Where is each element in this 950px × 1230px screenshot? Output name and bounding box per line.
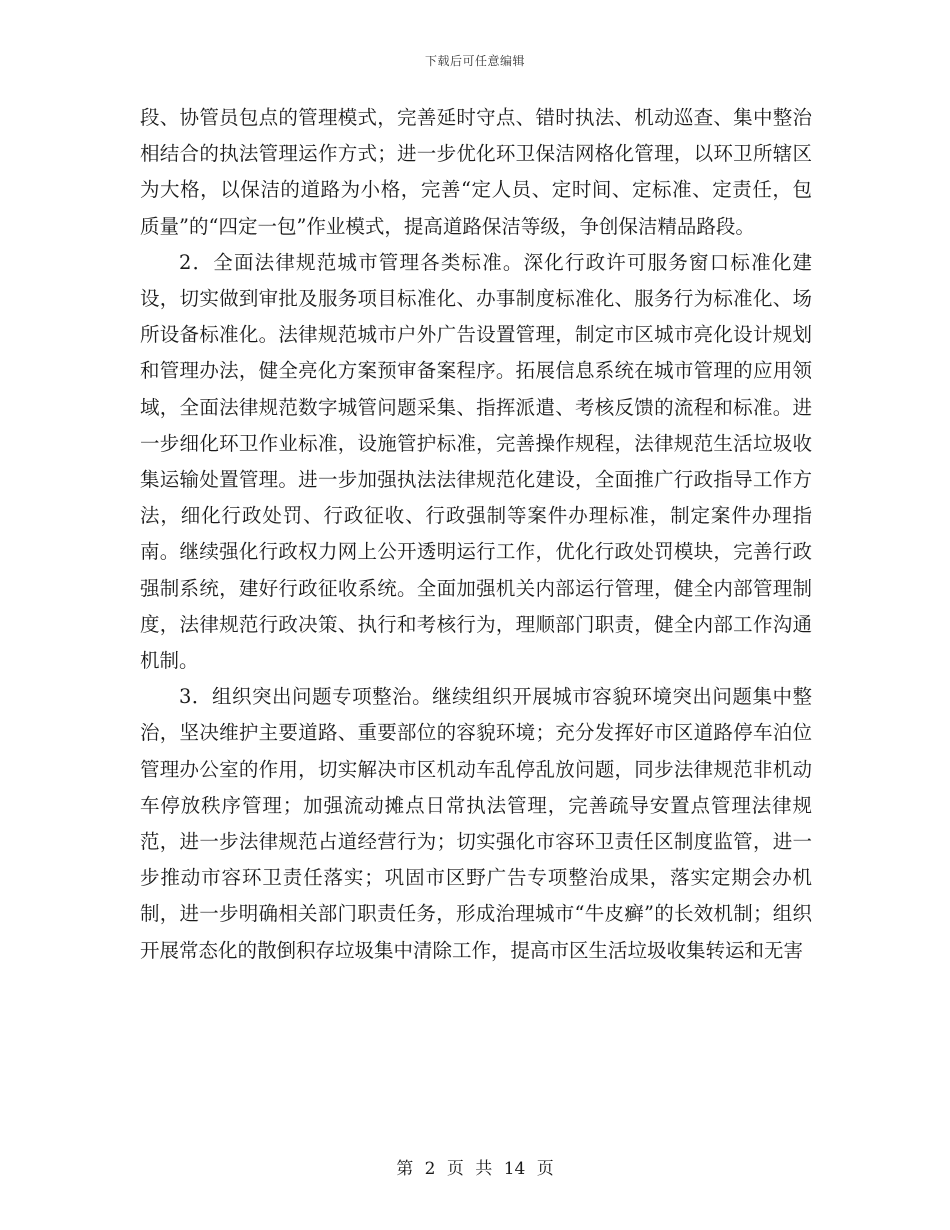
page-number: 第 2 页 共 14 页 xyxy=(396,1159,554,1179)
paragraph-item-2: 2．全面法律规范城市管理各类标准。深化行政许可服务窗口标准化建设，切实做到审批及服务项目标准化、办事制度标准化、服务行为标准化、场所设备标准化。法律规范城市户外广告设置管理，制定市区城市亮化设计规划和管理办法，健全亮化方案预审备案程序。拓展信息系统在城市管理的应用领域，全面法律规范数字城管问题采集、指挥派遣、考核反馈的流程和标准。进一步细化环卫作业标准，设施管护标准，完善操作规程，法律规范生活垃圾收集运输处置管理。进一步加强执法法律规范化建设，全面推广行政指导工作方法，细化行政处罚、行政征收、行政强制等案件办理标准，制定案件办理指南。继续强化行政权力网上公开透明运行工作，优化行政处罚模块，完善行政强制系统，建好行政征收系统。全面加强机关内部运行管理，健全内部管理制度，法律规范行政决策、执行和考核行为，理顺部门职责，健全内部工作沟通机制。 xyxy=(140,250,812,673)
paragraph-continuation: 段、协管员包点的管理模式，完善延时守点、错时执法、机动巡查、集中整治相结合的执法管理运作方式；进一步优化环卫保洁网格化管理，以环卫所辖区为大格，以保洁的道路为小格，完善“定人员、定时间、定标准、定责任，包质量”的“四定一包”作业模式，提高道路保洁等级，争创保洁精品路段。 xyxy=(140,106,812,238)
page-header-note: 下载后可任意编辑 xyxy=(424,54,525,68)
document-body xyxy=(140,100,812,969)
paragraph-item-3: 3．组织突出问题专项整治。继续组织开展城市容貌环境突出问题集中整治，坚决维护主要道路、重要部位的容貌环境；充分发挥好市区道路停车泊位管理办公室的作用，切实解决市区机动车乱停乱放问题，同步法律规范非机动车停放秩序管理；加强流动摊点日常执法管理，完善疏导安置点管理法律规范，进一步法律规范占道经营行为；切实强化市容环卫责任区制度监管，进一步推动市容环卫责任落实；巩固市区野广告专项整治成果，落实定期会办机制，进一步明确相关部门职责任务，形成治理城市“牛皮癣”的长效机制；组织开展常态化的散倒积存垃圾集中清除工作，提高市区生活垃圾收集转运和无害 xyxy=(140,685,812,962)
